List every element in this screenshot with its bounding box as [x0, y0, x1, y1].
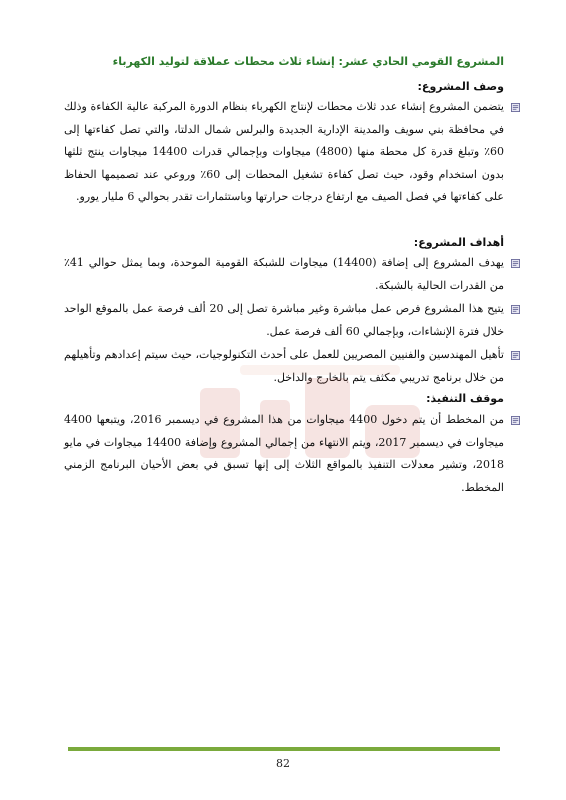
bullet-icon [511, 259, 520, 268]
bullet-icon [511, 416, 520, 425]
page-number: 82 [276, 757, 290, 770]
bullet-text: تأهيل المهندسين والفنيين المصريين للعمل على أحدث التكنولوجيات، حيث سيتم إعدادهم وتأهيلهم من خلال برنامج تدريبي مكثف يتم بالخارج والداخل. [64, 348, 504, 384]
bullet-paragraph [64, 344, 504, 389]
bullet-paragraph [64, 409, 504, 499]
footer-divider [68, 747, 500, 751]
bullet-paragraph [64, 252, 504, 297]
section-heading-description: وصف المشروع: [417, 80, 504, 93]
bullet-icon [511, 305, 520, 314]
bullet-paragraph [64, 96, 504, 209]
bullet-text: يتيح هذا المشروع فرص عمل مباشرة وغير مباشرة تصل إلى 20 ألف فرصة عمل بالموقع الواحد خلال فترة الإنشاءات، وبإجمالي 60 ألف فرصة عمل. [64, 302, 504, 338]
section-heading-goals: أهداف المشروع: [413, 236, 504, 249]
bullet-text: من المخطط أن يتم دخول 4400 ميجاوات من هذا المشروع في ديسمبر 2016، ويتبعها 4400 ميجاوات في ديسمبر 2017، ويتم الانتهاء من إجمالي المشروع وإضافة 14400 ميجاوات في مايو 2018، وتشير معدلات التنفيذ بالمواقع الثلاث إلى إنها تسبق في بعض الأحيان البرنامج الزمني المخطط. [64, 413, 504, 494]
bullet-icon [511, 103, 520, 112]
bullet-text: يهدف المشروع إلى إضافة (14400) ميجاوات للشبكة القومية الموحدة، وبما يمثل حوالي 41٪ من القدرات الحالية بالشبكة. [64, 256, 504, 292]
bullet-paragraph [64, 298, 504, 343]
bullet-text: يتضمن المشروع إنشاء عدد ثلاث محطات لإنتاج الكهرباء بنظام الدورة المركبة عالية الكفاءة وذلك في محافظة بني سويف والمدينة الإدارية الجديدة والبرلس شمال الدلتا، والتي تصل كفاءتها إلى 60٪ وتبلغ قدرة كل محطة منها (4800) ميجاوات وبإجمالي قدرات 14400 ميجاوات ينتج ثلثها بدون استخدام وقود، حيث تصل كفاءة تشغيل المحطات إلى 60٪ وروعي عند تصميمها الحفاظ على كفاءتها في فصل الصيف مع ارتفاع درجات حرارتها وباستثمارات تقدر بحوالي 6 مليار يورو. [64, 100, 505, 203]
bullet-icon [511, 351, 520, 360]
section-heading-status: موقف التنفيذ: [426, 392, 504, 405]
page-title: المشروع القومي الحادي عشر: إنشاء ثلاث محطات عملاقة لتوليد الكهرباء [112, 55, 504, 68]
